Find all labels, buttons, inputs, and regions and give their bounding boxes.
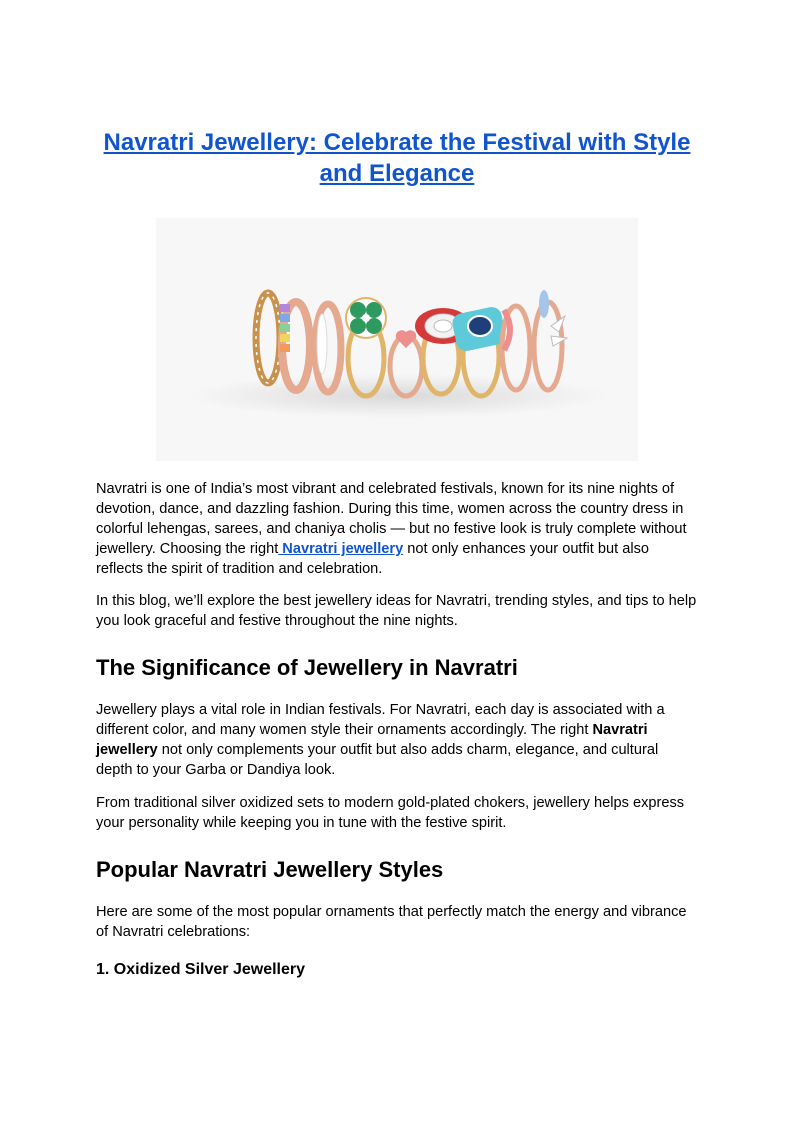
intro-text-end: not only enhances your outfit but also reflects the spirit of tradition and celebration. [96,541,650,577]
rings-illustration [156,218,638,461]
significance-paragraph-1 [96,700,698,780]
title-link[interactable]: Navratri Jewellery: Celebrate the Festival with Style and Elegance [103,129,691,187]
ring-gold-eternity [256,293,280,383]
hero-image-rings [156,218,638,461]
significance-text-end: not only complements your outfit but also adds charm, elegance, and cultural depth to your Garba or Dandiya look. [96,742,659,778]
ring-leaf-spray [534,290,567,390]
ring-shadow [187,374,607,418]
intro-paragraph [96,479,698,579]
intro-text: Navratri is one of India’s most vibrant and celebrated festivals, known for its nine nights of devotion, dance, and dazzling fashion. During this time, women across the country dress in colorful lehengas, sarees, and chaniya cholis — but no festive look is truly complete without jewellery. Choosing the right [96,481,687,557]
heading-popular-styles: Popular Navratri Jewellery Styles [96,857,444,882]
significance-bold: Navratri jewellery [96,722,648,758]
subheading-oxidized-silver: 1. Oxidized Silver Jewellery [96,961,305,978]
navratri-jewellery-link[interactable]: Navratri jewellery [278,541,404,557]
popular-paragraph: Here are some of the most popular ornaments that perfectly match the energy and vibrance of Navratri celebrations: [96,904,687,940]
page-title [96,127,698,189]
significance-paragraph-2: From traditional silver oxidized sets to modern gold-plated chokers, jewellery helps express your personality while keeping you in tune with the festive spirit. [96,795,685,831]
heading-significance: The Significance of Jewellery in Navratri [96,655,518,680]
blog-intro-paragraph: In this blog, we’ll explore the best jewellery ideas for Navratri, trending styles, and tips to help you look graceful and festive throughout the nine nights. [96,593,697,629]
ring-pink-wave [502,306,530,390]
significance-text: Jewellery plays a vital role in Indian festivals. For Navratri, each day is associated with a different color, and many women style their ornaments accordingly. The right [96,702,665,738]
